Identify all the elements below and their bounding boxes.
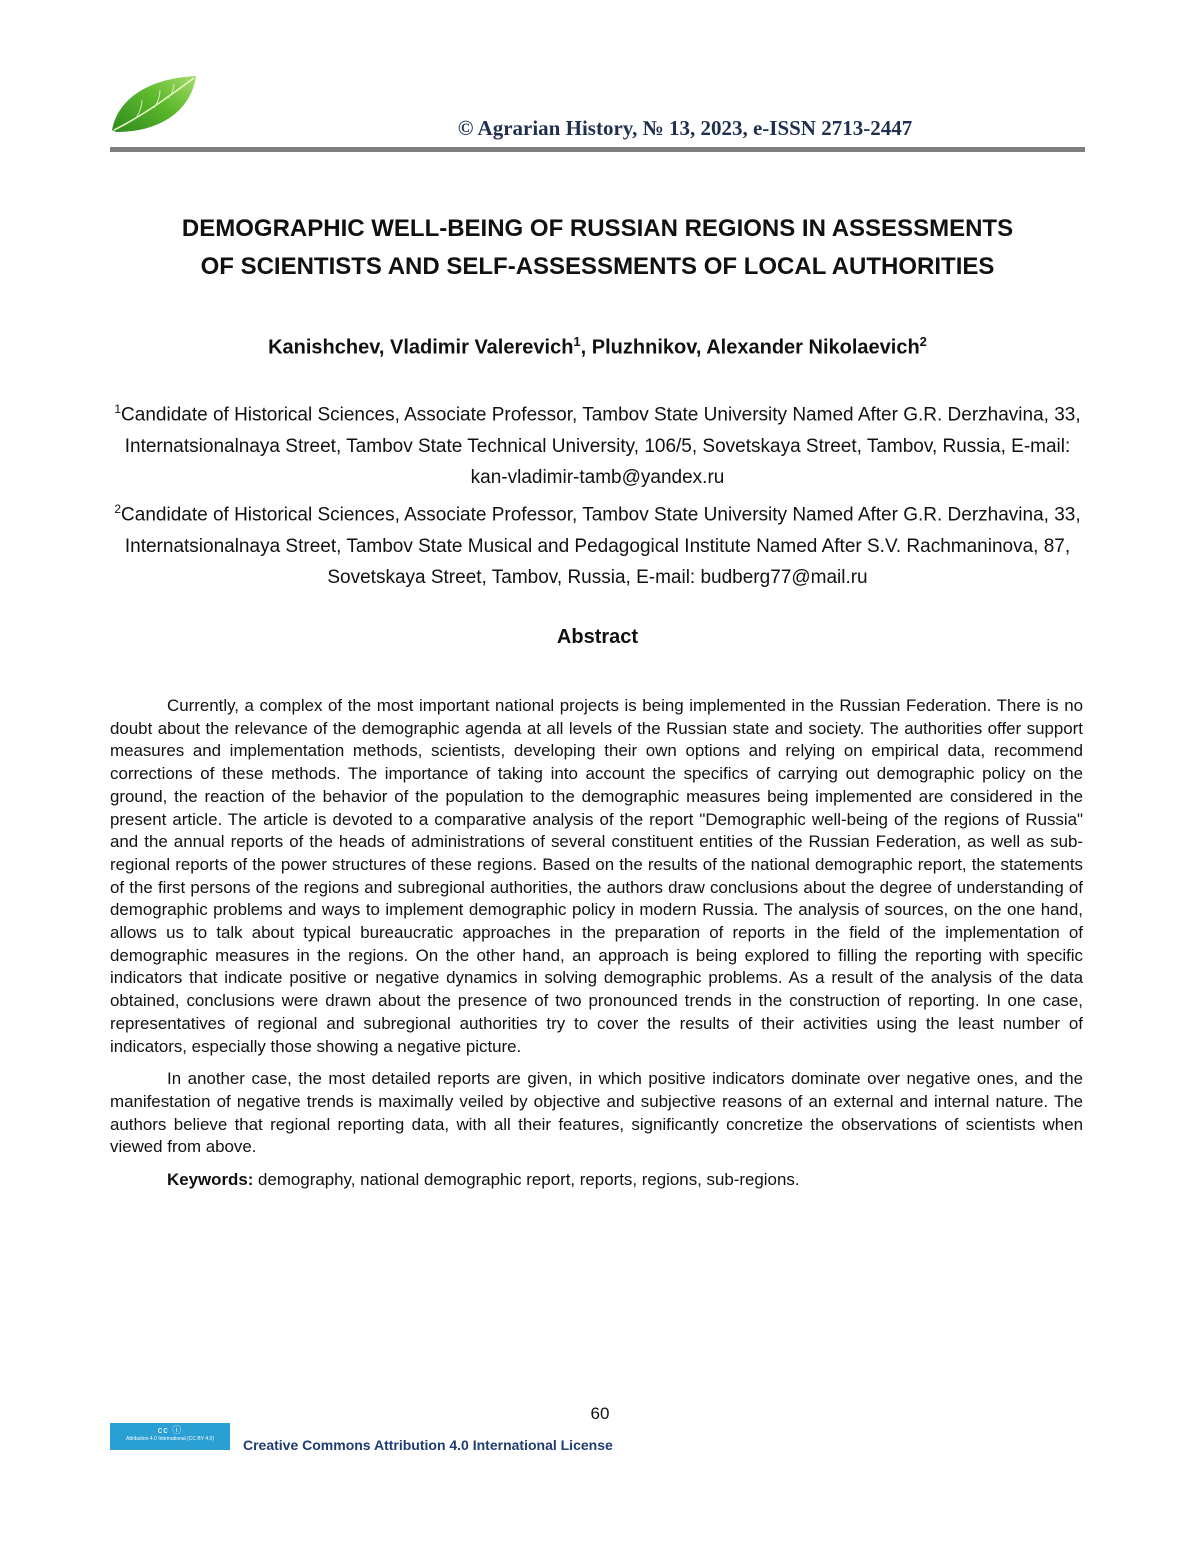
affiliation-1-text: Candidate of Historical Sciences, Associate Professor, Tambov State University Named After G.R. Derzhavina, 33, Internatsionalnaya Street, Tambov State Technical University, 106/5, Sovetskaya Street, Tambov, Russia, E-mail: kan-vladimir-tamb@yandex.ru bbox=[121, 404, 1081, 489]
author-list bbox=[110, 328, 1085, 362]
keywords-text: demography, national demographic report, reports, regions, sub-regions. bbox=[253, 1170, 800, 1190]
affiliation-1-mark: 1 bbox=[114, 402, 122, 416]
affiliations bbox=[110, 394, 1085, 594]
author-1-mark: 1 bbox=[573, 334, 581, 349]
abstract-body bbox=[110, 695, 1083, 1202]
title-line-2: OF SCIENTISTS AND SELF-ASSESSMENTS OF LOCAL AUTHORITIES bbox=[200, 253, 995, 280]
keywords-label: Keywords: bbox=[167, 1170, 254, 1190]
keywords bbox=[110, 1169, 1083, 1192]
license-link[interactable]: Creative Commons Attribution 4.0 International License bbox=[243, 1437, 613, 1453]
affiliation-2-mark: 2 bbox=[114, 501, 122, 516]
header-divider bbox=[110, 147, 1085, 152]
cc-icon: cc ⓘ bbox=[157, 1425, 183, 1435]
author-separator: , bbox=[580, 336, 592, 359]
paper-title bbox=[110, 210, 1085, 286]
leaf-icon bbox=[106, 72, 202, 138]
author-1: Kanishchev, Vladimir Valerevich bbox=[268, 336, 574, 359]
title-line-1: DEMOGRAPHIC WELL-BEING OF RUSSIAN REGIONS IN ASSESSMENTS bbox=[181, 215, 1014, 242]
cc-license-badge[interactable] bbox=[110, 1423, 230, 1450]
affiliation-1 bbox=[110, 394, 1085, 494]
abstract-paragraph-2: In another case, the most detailed reports are given, in which positive indicators dominate over negative ones, and the manifestation of negative trends is maximally veiled by objective and subjective reasons of an external and internal nature. The authors believe that regional reporting data, with all their features, significantly concretize the observations of scientists when viewed from above. bbox=[110, 1069, 1083, 1157]
affiliation-2-text: Candidate of Historical Sciences, Associate Professor, Tambov State University Named After G.R. Derzhavina, 33, Internatsionalnaya Street, Tambov State Musical and Pedagogical Institute Named After S.V. Rachmaninova, 87, Sovetskaya Street, Tambov, Russia, E-mail: budberg77@mail.ru bbox=[121, 504, 1081, 589]
author-2: Pluzhnikov, Alexander Nikolaevich bbox=[591, 336, 920, 359]
page-number: 60 bbox=[590, 1404, 610, 1423]
abstract-heading: Abstract bbox=[556, 626, 639, 648]
author-2-mark: 2 bbox=[919, 334, 927, 349]
abstract-paragraph-1: Currently, a complex of the most important national projects is being implemented in the Russian Federation. There is no doubt about the relevance of the demographic agenda at all levels of the Russian state and society. The authorities offer support measures and implementation methods, scientists, developing their own options and relying on empirical data, recommend corrections of these methods. The importance of taking into account the specifics of carrying out demographic policy on the ground, the reaction of the behavior of the population to the demographic measures being implemented are considered in the present article. The article is devoted to a comparative analysis of the report "Demographic well-being of the regions of Russia" and the annual reports of the heads of administrations of several constituent entities of the Russian Federation, as well as sub-regional reports of the power structures of these regions. Based on the results of the national demographic report, the statements of the first persons of the regions and subregional authorities, the authors draw conclusions about the degree of understanding of demographic problems and ways to implement demographic policy in modern Russia. The analysis of sources, on the one hand, allows us to talk about typical bureaucratic approaches in the preparation of reports in the field of the implementation of demographic measures in the regions. On the other hand, an approach is being explored to filling the reporting with specific indicators that indicate positive or negative dynamics in solving demographic problems. As a result of the analysis of the data obtained, conclusions were drawn about the presence of two pronounced trends in the construction of reporting. In one case, representatives of regional and subregional authorities try to cover the results of their activities using the least number of indicators, especially those showing a negative picture. bbox=[110, 696, 1083, 1056]
affiliation-2 bbox=[110, 494, 1085, 594]
cc-badge-text: Attribution 4.0 International (CC BY 4.0) bbox=[125, 1436, 214, 1442]
journal-header: © Agrarian History, № 13, 2023, e-ISSN 2713-2447 bbox=[457, 116, 913, 140]
